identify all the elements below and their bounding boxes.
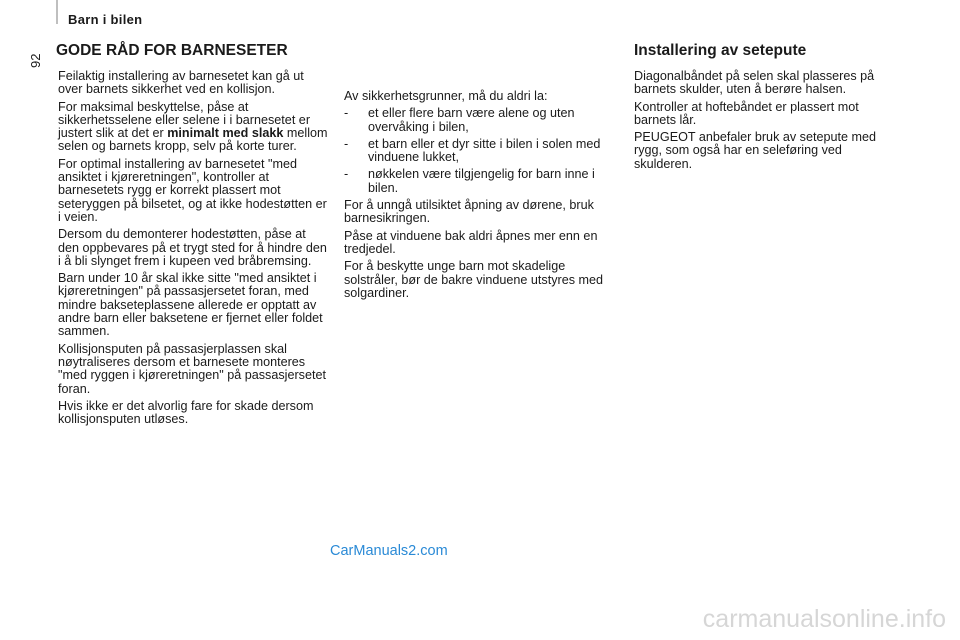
right-column bbox=[634, 70, 902, 175]
paragraph-text: For maksimal beskyttelse, påse at sikkerhetsselene eller selene i i barnesetet er justert slik at det er bbox=[58, 99, 311, 141]
page-number: 92 bbox=[28, 53, 43, 68]
paragraph bbox=[58, 101, 328, 154]
bullet-item: - et eller flere barn være alene og uten overvåking i bilen, bbox=[344, 106, 575, 134]
watermark-text: carmanualsonline.info bbox=[702, 605, 946, 633]
paragraph: For å unngå utilsiktet åpning av dørene, bruk barnesikringen. bbox=[344, 198, 594, 226]
bold-phrase: minimalt med slakk bbox=[167, 126, 284, 141]
right-section-title: Installering av setepute bbox=[634, 42, 807, 59]
bullet-item: - et barn eller et dyr sitte i bilen i solen med vinduene lukket, bbox=[344, 136, 601, 165]
paragraph: Kontroller at hoftebåndet er plassert mot barnets lår. bbox=[634, 99, 859, 127]
paragraph: Dersom du demonterer hodestøtten, påse at den oppbevares på et trygt sted for å hindre den i å bli slynget frem i kupeen ved bråbremsing. bbox=[58, 227, 327, 268]
chapter-title: Barn i bilen bbox=[68, 12, 143, 27]
paragraph: For optimal installering av barnesetet "med ansiktet i kjøreretningen", kontroller at barnesetets rygg er korrekt plassert mot seteryggen på bilsetet, og at ikke hodestøtten er i veien. bbox=[58, 156, 327, 224]
paragraph: Barn under 10 år skal ikke sitte "med ansiktet i kjøreretningen" på passasjersetet foran, med mindre bakseteplassene allerede er opptatt av andre barn eller baksetene er fjernet eller foldet sammen. bbox=[58, 271, 323, 339]
header-bar bbox=[56, 0, 58, 24]
paragraph-text: mellom selen og barnets kropp, selv på korte turer. bbox=[58, 126, 328, 154]
paragraph: Kollisjonsputen på passasjerplassen skal nøytraliseres dersom et barnesete monteres "med ryggen i kjøreretningen" på passasjersetet foran. bbox=[58, 341, 326, 396]
paragraph: Diagonalbåndet på selen skal plasseres på barnets skulder, uten å berøre halsen. bbox=[634, 69, 875, 97]
paragraph: Påse at vinduene bak aldri åpnes mer enn en tredjedel. bbox=[344, 228, 598, 256]
watermark-link[interactable]: CarManuals2.com bbox=[330, 543, 448, 559]
paragraph: For å beskytte unge barn mot skadelige solstråler, bør de bakre vinduene utstyres med solgardiner. bbox=[344, 259, 603, 300]
intro-text: Av sikkerhetsgrunner, må du aldri la: bbox=[344, 89, 548, 103]
paragraph: PEUGEOT anbefaler bruk av setepute med rygg, som også har en seleføring ved skulderen. bbox=[634, 130, 876, 171]
paragraph: Hvis ikke er det alvorlig fare for skade dersom kollisjonsputen utløses. bbox=[58, 398, 314, 427]
left-column bbox=[58, 70, 328, 430]
paragraph: Feilaktig installering av barnesetet kan gå ut over barnets sikkerhet ved en kollisjon. bbox=[58, 69, 304, 97]
left-section-title: GODE RÅD FOR BARNESETER bbox=[56, 42, 288, 59]
bullet-item: - nøkkelen være tilgjengelig for barn inne i bilen. bbox=[344, 167, 595, 195]
middle-column bbox=[344, 90, 610, 304]
